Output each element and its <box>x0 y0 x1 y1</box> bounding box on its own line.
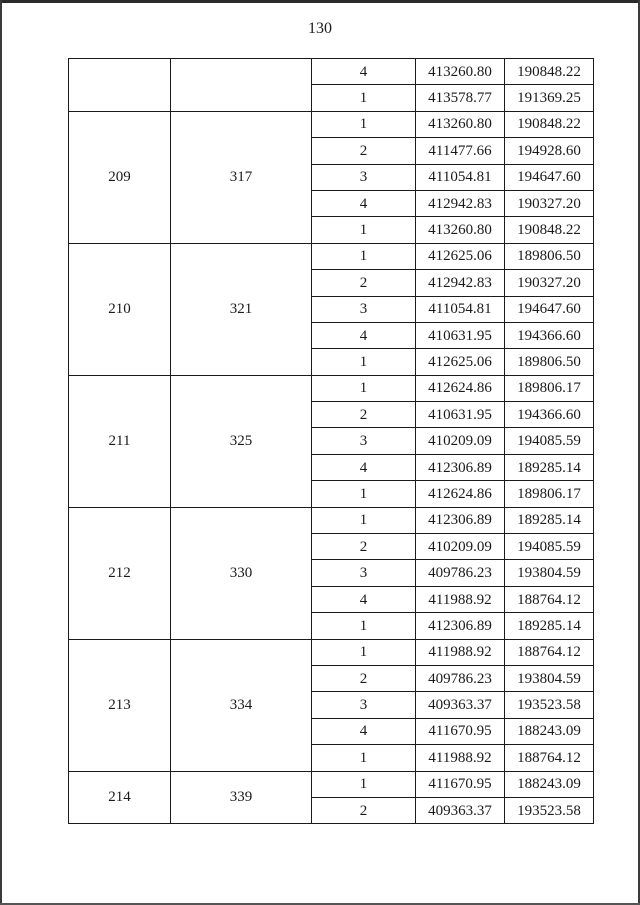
x-coordinate-cell: 410209.09 <box>416 428 505 454</box>
y-coordinate-cell: 189806.50 <box>505 349 594 375</box>
y-coordinate-cell: 190848.22 <box>505 111 594 137</box>
x-coordinate-cell: 412942.83 <box>416 190 505 216</box>
page-number: 130 <box>308 20 332 37</box>
y-coordinate-cell: 188764.12 <box>505 639 594 665</box>
x-coordinate-cell: 410631.95 <box>416 402 505 428</box>
x-coordinate-cell: 412942.83 <box>416 270 505 296</box>
x-coordinate-cell: 410631.95 <box>416 322 505 348</box>
x-coordinate-cell: 412624.86 <box>416 375 505 401</box>
plot-number-cell: 209 <box>69 111 171 243</box>
coordinates-table <box>68 58 594 824</box>
plot-number-cell: 212 <box>69 507 171 639</box>
y-coordinate-cell: 190848.22 <box>505 59 594 85</box>
x-coordinate-cell: 412624.86 <box>416 481 505 507</box>
plot-number-cell: 211 <box>69 375 171 507</box>
x-coordinate-cell: 411988.92 <box>416 586 505 612</box>
plot-number-cell: 210 <box>69 243 171 375</box>
table-row <box>69 507 594 533</box>
point-number-cell: 4 <box>312 454 416 480</box>
point-number-cell: 3 <box>312 692 416 718</box>
x-coordinate-cell: 411054.81 <box>416 296 505 322</box>
y-coordinate-cell: 193523.58 <box>505 692 594 718</box>
x-coordinate-cell: 411988.92 <box>416 639 505 665</box>
point-number-cell: 1 <box>312 349 416 375</box>
x-coordinate-cell: 409786.23 <box>416 560 505 586</box>
table-row <box>69 243 594 269</box>
x-coordinate-cell: 412625.06 <box>416 243 505 269</box>
y-coordinate-cell: 188764.12 <box>505 586 594 612</box>
plot-number-cell: 213 <box>69 639 171 771</box>
table-row <box>69 111 594 137</box>
coordinates-table-body <box>69 59 594 824</box>
parcel-id-cell: 339 <box>171 771 312 824</box>
y-coordinate-cell: 194928.60 <box>505 138 594 164</box>
x-coordinate-cell: 411988.92 <box>416 745 505 771</box>
table-row <box>69 59 594 85</box>
point-number-cell: 4 <box>312 718 416 744</box>
point-number-cell: 3 <box>312 428 416 454</box>
point-number-cell: 1 <box>312 243 416 269</box>
table-row <box>69 375 594 401</box>
x-coordinate-cell: 410209.09 <box>416 534 505 560</box>
point-number-cell: 1 <box>312 639 416 665</box>
page-edge-top <box>0 0 640 3</box>
x-coordinate-cell: 411670.95 <box>416 718 505 744</box>
x-coordinate-cell: 412306.89 <box>416 613 505 639</box>
parcel-id-cell: 334 <box>171 639 312 771</box>
point-number-cell: 3 <box>312 164 416 190</box>
y-coordinate-cell: 194647.60 <box>505 164 594 190</box>
table-row <box>69 771 594 797</box>
y-coordinate-cell: 189806.50 <box>505 243 594 269</box>
x-coordinate-cell: 409363.37 <box>416 797 505 823</box>
y-coordinate-cell: 188243.09 <box>505 771 594 797</box>
point-number-cell: 2 <box>312 402 416 428</box>
y-coordinate-cell: 188243.09 <box>505 718 594 744</box>
table-row <box>69 639 594 665</box>
y-coordinate-cell: 189285.14 <box>505 613 594 639</box>
point-number-cell: 2 <box>312 665 416 691</box>
x-coordinate-cell: 409786.23 <box>416 665 505 691</box>
y-coordinate-cell: 189285.14 <box>505 507 594 533</box>
point-number-cell: 4 <box>312 59 416 85</box>
x-coordinate-cell: 413578.77 <box>416 85 505 111</box>
x-coordinate-cell: 411670.95 <box>416 771 505 797</box>
point-number-cell: 1 <box>312 111 416 137</box>
point-number-cell: 1 <box>312 375 416 401</box>
y-coordinate-cell: 190327.20 <box>505 270 594 296</box>
x-coordinate-cell: 413260.80 <box>416 217 505 243</box>
parcel-id-cell <box>171 59 312 112</box>
point-number-cell: 3 <box>312 296 416 322</box>
y-coordinate-cell: 194647.60 <box>505 296 594 322</box>
point-number-cell: 1 <box>312 771 416 797</box>
point-number-cell: 2 <box>312 534 416 560</box>
point-number-cell: 2 <box>312 797 416 823</box>
x-coordinate-cell: 409363.37 <box>416 692 505 718</box>
y-coordinate-cell: 194085.59 <box>505 534 594 560</box>
parcel-id-cell: 317 <box>171 111 312 243</box>
point-number-cell: 4 <box>312 586 416 612</box>
y-coordinate-cell: 194366.60 <box>505 322 594 348</box>
y-coordinate-cell: 189806.17 <box>505 481 594 507</box>
parcel-id-cell: 330 <box>171 507 312 639</box>
point-number-cell: 1 <box>312 85 416 111</box>
page-edge-left <box>0 0 2 905</box>
x-coordinate-cell: 412625.06 <box>416 349 505 375</box>
y-coordinate-cell: 190848.22 <box>505 217 594 243</box>
point-number-cell: 4 <box>312 190 416 216</box>
y-coordinate-cell: 190327.20 <box>505 190 594 216</box>
y-coordinate-cell: 189806.17 <box>505 375 594 401</box>
y-coordinate-cell: 193523.58 <box>505 797 594 823</box>
x-coordinate-cell: 412306.89 <box>416 454 505 480</box>
point-number-cell: 2 <box>312 138 416 164</box>
point-number-cell: 1 <box>312 507 416 533</box>
y-coordinate-cell: 189285.14 <box>505 454 594 480</box>
y-coordinate-cell: 194366.60 <box>505 402 594 428</box>
y-coordinate-cell: 191369.25 <box>505 85 594 111</box>
x-coordinate-cell: 412306.89 <box>416 507 505 533</box>
parcel-id-cell: 325 <box>171 375 312 507</box>
y-coordinate-cell: 193804.59 <box>505 560 594 586</box>
x-coordinate-cell: 413260.80 <box>416 59 505 85</box>
point-number-cell: 1 <box>312 745 416 771</box>
x-coordinate-cell: 411054.81 <box>416 164 505 190</box>
point-number-cell: 2 <box>312 270 416 296</box>
y-coordinate-cell: 193804.59 <box>505 665 594 691</box>
x-coordinate-cell: 413260.80 <box>416 111 505 137</box>
point-number-cell: 1 <box>312 481 416 507</box>
point-number-cell: 1 <box>312 613 416 639</box>
point-number-cell: 3 <box>312 560 416 586</box>
parcel-id-cell: 321 <box>171 243 312 375</box>
point-number-cell: 1 <box>312 217 416 243</box>
y-coordinate-cell: 188764.12 <box>505 745 594 771</box>
y-coordinate-cell: 194085.59 <box>505 428 594 454</box>
plot-number-cell <box>69 59 171 112</box>
plot-number-cell: 214 <box>69 771 171 824</box>
x-coordinate-cell: 411477.66 <box>416 138 505 164</box>
point-number-cell: 4 <box>312 322 416 348</box>
